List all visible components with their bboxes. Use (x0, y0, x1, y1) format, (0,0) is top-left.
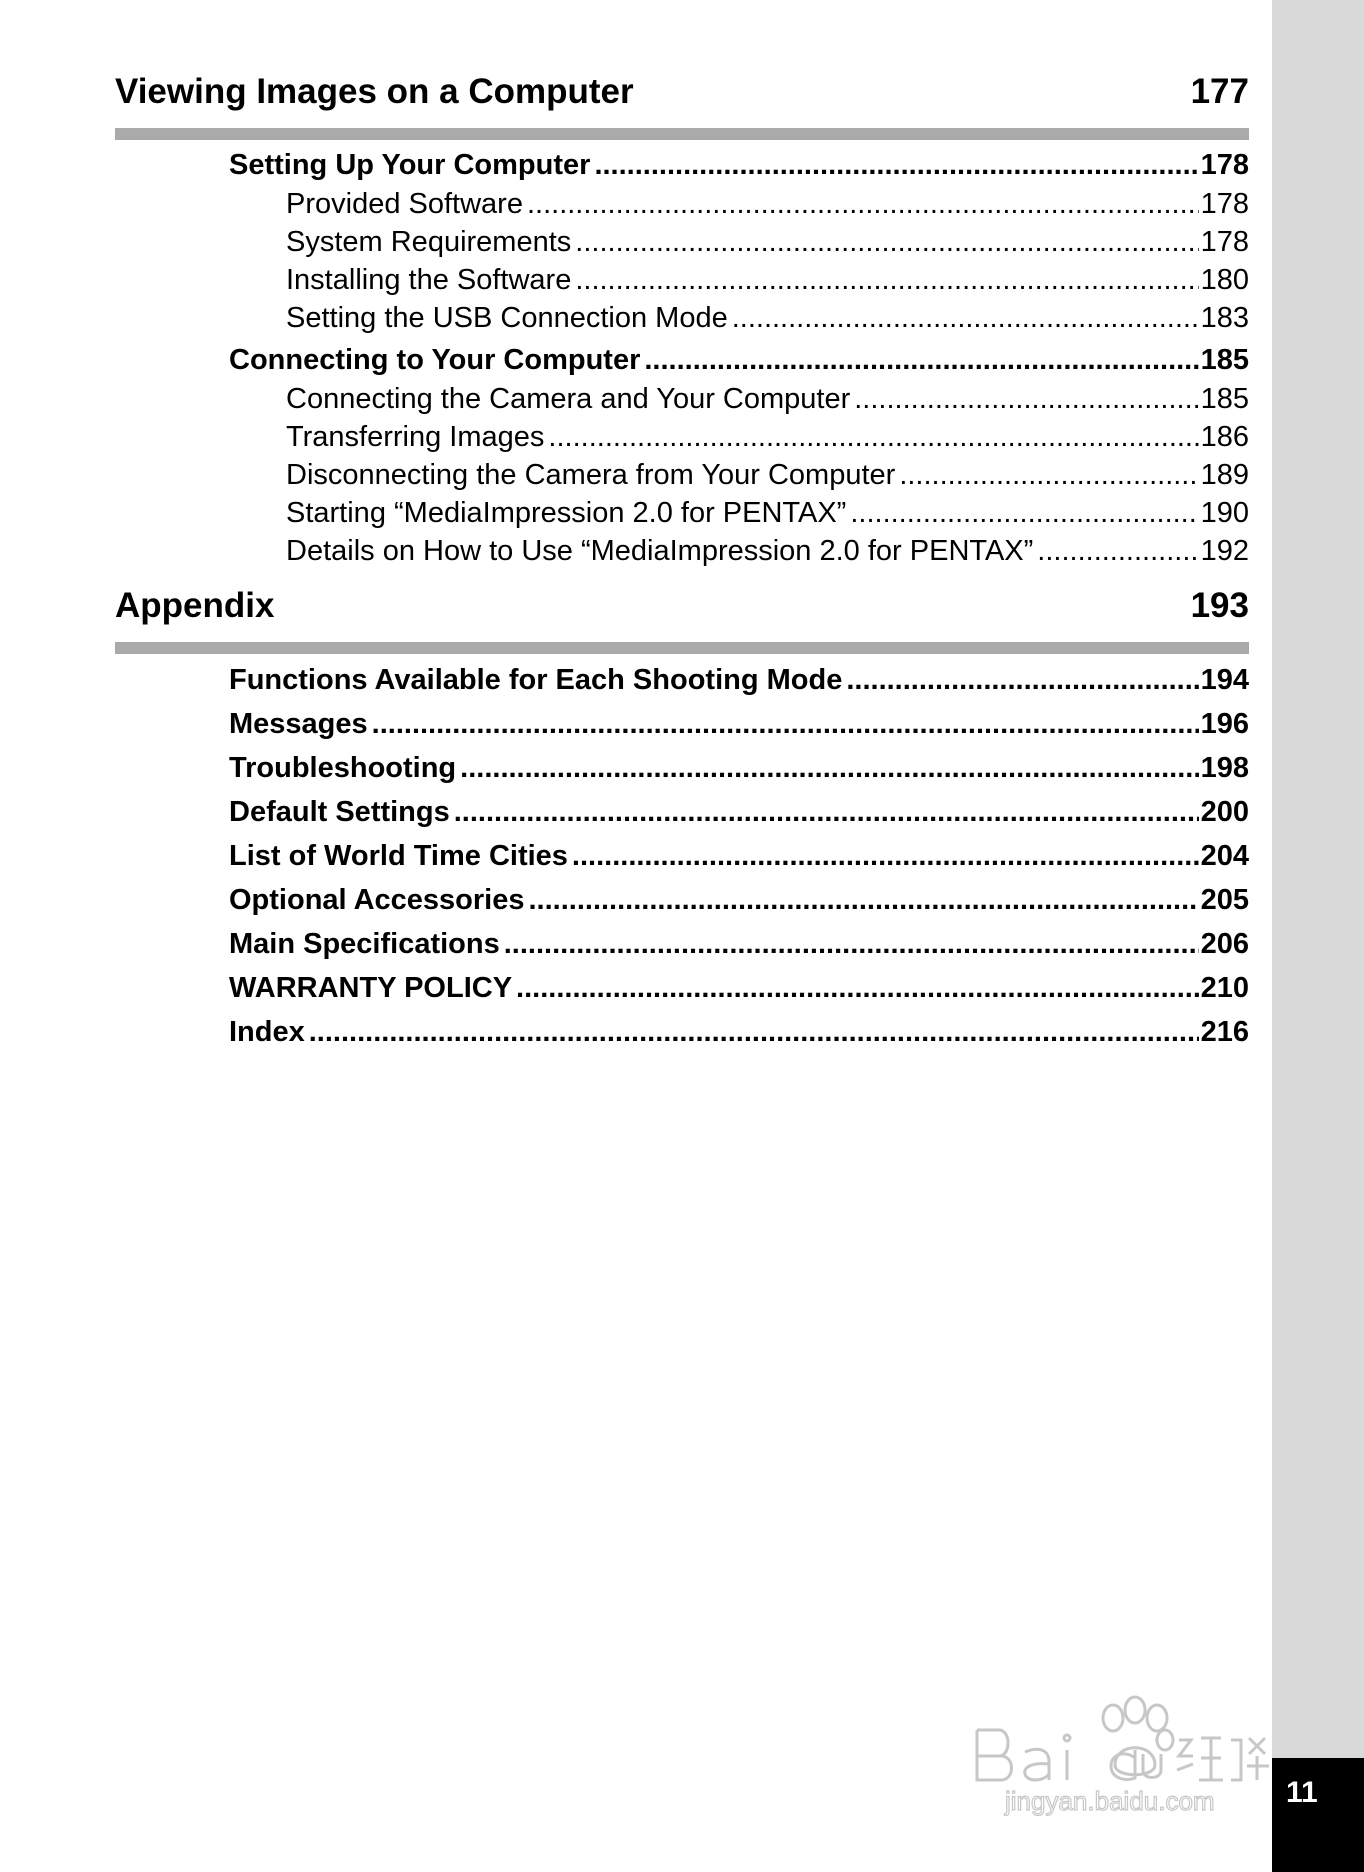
toc-entry-page: 192 (1200, 535, 1249, 567)
dot-leader (732, 299, 1199, 337)
toc-section-viewing (115, 62, 1249, 567)
toc-entry-page: 190 (1200, 497, 1249, 529)
toc-entry-label: Troubleshooting (229, 752, 457, 784)
dot-leader (516, 969, 1199, 1007)
dot-leader (575, 261, 1198, 299)
section-title: Viewing Images on a Computer (115, 72, 634, 111)
toc-entry-label: Main Specifications (229, 928, 500, 960)
toc-entry-label: Setting Up Your Computer (229, 149, 591, 181)
dot-leader (454, 793, 1199, 831)
dot-leader (594, 146, 1198, 184)
toc-entry-page: 185 (1200, 383, 1249, 415)
toc-entry-page: 210 (1200, 972, 1249, 1004)
section-header (115, 576, 1249, 636)
dot-leader (309, 1013, 1199, 1051)
section-header (115, 62, 1249, 122)
toc-entry-page: 178 (1200, 188, 1249, 220)
section-rule (115, 128, 1249, 140)
dot-leader (899, 456, 1198, 494)
toc-entry-page: 186 (1200, 421, 1249, 453)
dot-leader (372, 705, 1199, 743)
toc-entry-label: Default Settings (229, 796, 450, 828)
dot-leader (644, 341, 1198, 379)
dot-leader (575, 223, 1198, 261)
dot-leader (846, 661, 1198, 699)
section-page-number: 177 (1190, 72, 1249, 111)
toc-entry-label: Provided Software (286, 188, 523, 220)
toc-entry[interactable] (229, 341, 1249, 379)
toc-entry[interactable] (286, 223, 1249, 261)
dot-leader (548, 418, 1198, 456)
toc-entry-label: Connecting the Camera and Your Computer (286, 383, 851, 415)
toc-entry-label: Disconnecting the Camera from Your Computer (286, 459, 896, 491)
toc-entry[interactable] (229, 749, 1249, 787)
toc-entry[interactable] (229, 661, 1249, 699)
dot-leader (528, 881, 1198, 919)
toc-entry-label: Details on How to Use “MediaImpression 2.0 for PENTAX” (286, 535, 1034, 567)
dot-leader (850, 494, 1198, 532)
toc-entry-label: Messages (229, 708, 368, 740)
toc-entry-page: 178 (1200, 149, 1249, 181)
toc-entry-page: 180 (1200, 264, 1249, 296)
toc-entry-page: 189 (1200, 459, 1249, 491)
toc-entry-label: Connecting to Your Computer (229, 344, 641, 376)
toc-entry[interactable] (286, 532, 1249, 570)
toc-entry-page: 216 (1200, 1016, 1249, 1048)
toc-entry-page: 178 (1200, 226, 1249, 258)
toc-entry-label: System Requirements (286, 226, 572, 258)
toc-entry[interactable] (286, 299, 1249, 337)
toc-entry[interactable] (229, 881, 1249, 919)
toc-entry-label: Installing the Software (286, 264, 572, 296)
baidu-watermark-logo (965, 1670, 1275, 1820)
toc-entry-page: 200 (1200, 796, 1249, 828)
dot-leader (460, 749, 1198, 787)
toc-entry[interactable] (229, 793, 1249, 831)
page-number: 11 (1286, 1776, 1318, 1809)
toc-entry-label: WARRANTY POLICY (229, 972, 513, 1004)
toc-entry-page: 205 (1200, 884, 1249, 916)
toc-entry[interactable] (229, 969, 1249, 1007)
toc-entry[interactable] (229, 146, 1249, 184)
toc-entry[interactable] (286, 418, 1249, 456)
toc-entry-label: Optional Accessories (229, 884, 525, 916)
toc-entry[interactable] (286, 380, 1249, 418)
toc-entry-label: Starting “MediaImpression 2.0 for PENTAX” (286, 497, 847, 529)
toc-entry[interactable] (286, 185, 1249, 223)
dot-leader (854, 380, 1198, 418)
toc-entry-label: Functions Available for Each Shooting Mode (229, 664, 843, 696)
toc-entry[interactable] (229, 925, 1249, 963)
toc-entry[interactable] (229, 837, 1249, 875)
dot-leader (1037, 532, 1198, 570)
toc-entry-page: 198 (1200, 752, 1249, 784)
toc-entry-label: Setting the USB Connection Mode (286, 302, 728, 334)
dot-leader (504, 925, 1199, 963)
toc-section-appendix (115, 576, 1249, 1048)
toc-entry-page: 194 (1200, 664, 1249, 696)
watermark-url: jingyan.baidu.com (1005, 1786, 1215, 1816)
section-page-number: 193 (1190, 586, 1249, 625)
toc-entry-page: 204 (1200, 840, 1249, 872)
section-title: Appendix (115, 586, 275, 625)
toc-entry-label: List of World Time Cities (229, 840, 568, 872)
side-strip (1272, 0, 1364, 1872)
toc-entry[interactable] (286, 261, 1249, 299)
toc-entry-page: 185 (1200, 344, 1249, 376)
toc-entry[interactable] (229, 1013, 1249, 1051)
page-number-tab (1272, 1758, 1364, 1872)
section-rule (115, 642, 1249, 654)
dot-leader (572, 837, 1199, 875)
toc-entry-label: Transferring Images (286, 421, 545, 453)
toc-entry[interactable] (229, 705, 1249, 743)
toc-entry-page: 196 (1200, 708, 1249, 740)
toc-entry[interactable] (286, 494, 1249, 532)
dot-leader (527, 185, 1199, 223)
toc-entry-label: Index (229, 1016, 305, 1048)
toc-entry-page: 183 (1200, 302, 1249, 334)
toc-entry-page: 206 (1200, 928, 1249, 960)
toc-entry[interactable] (286, 456, 1249, 494)
